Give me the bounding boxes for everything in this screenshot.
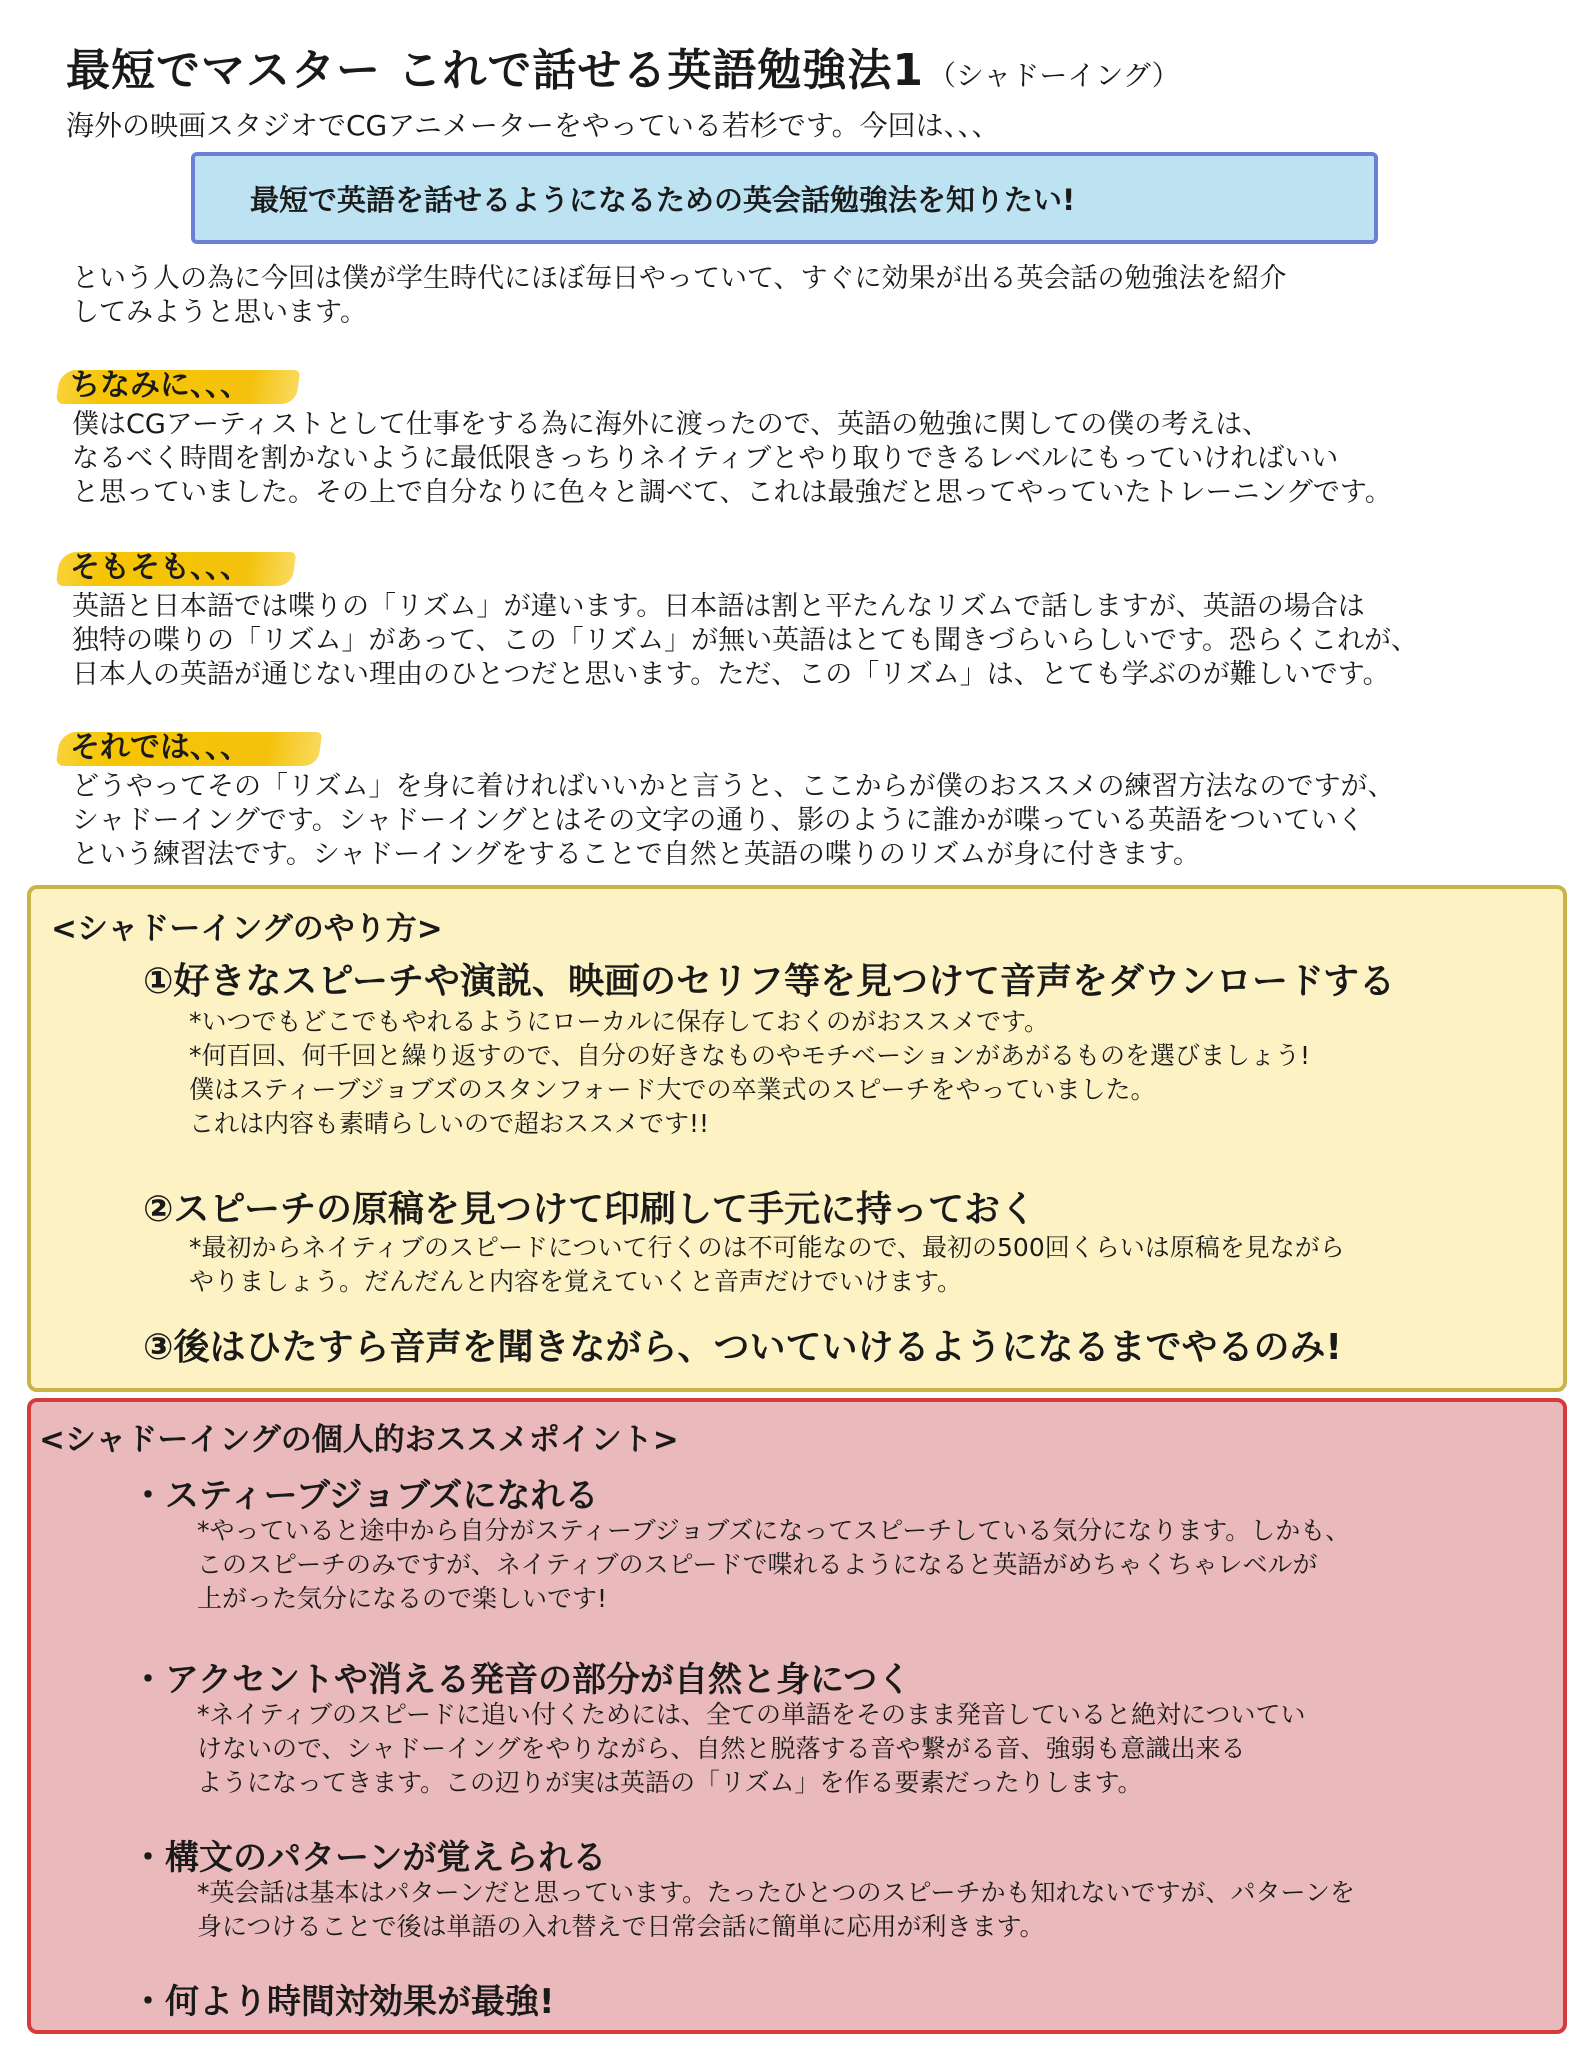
- page-title: [66, 34, 1180, 98]
- section-body-1: 僕はCGアーティストとして仕事をする為に海外に渡ったので、英語の勉強に関しての僕の考えは、 なるべく時間を割かないように最低限きっちりネイティブとやり取りできるレベルにもっていければいい と思っていました。その上で自分なりに色々と調べて、これは最強だと思ってやっていたトレーニングです。: [72, 409, 1392, 508]
- point-item-2-note: *ネイティブのスピードに追い付くためには、全ての単語をそのまま発音していると絶対についてい けないので、シャドーイングをやりながら、自然と脱落する音や繋がる音、強弱も意識出来る ようになってきます。この辺りが実は英語の「リズム」を作る要素だったりします。: [197, 1700, 1306, 1797]
- intro-text: 海外の映画スタジオでCGアニメーターをやっている若杉です。今回は、、、: [66, 109, 1000, 142]
- section-heading-text: それでは、、、: [70, 730, 250, 765]
- howto-step-2-note: *最初からネイティブのスピードについて行くのは不可能なので、最初の500回くらいは原稿を見ながら やりましょう。だんだんと内容を覚えていくと音声だけでいけます。: [189, 1233, 1345, 1296]
- points-box: [27, 1398, 1567, 2034]
- callout-box: [191, 152, 1378, 244]
- point-item-1: ・スティーブジョブズになれる: [131, 1476, 599, 1516]
- point-item-2: ・アクセントや消える発音の部分が自然と身につく: [131, 1660, 912, 1700]
- lead-paragraph: という人の為に今回は僕が学生時代にほぼ毎日やっていて、すぐに効果が出る英会話の勉強法を紹介 してみようと思います。: [72, 263, 1287, 328]
- section-heading-1: [58, 364, 303, 408]
- howto-title: <シャドーイングのやり方>: [51, 911, 443, 947]
- point-item-4: ・何より時間対効果が最強!: [131, 1982, 555, 2022]
- section-body-2: 英語と日本語では喋りの「リズム」が違います。日本語は割と平たんなリズムで話しますが、英語の場合は 独特の喋りの「リズム」があって、この「リズム」が無い英語はとても聞きづらいらしいです。恐らくこれが、 日本人の英語が通じない理由のひとつだと思います。ただ、この「リズム」は、とても学ぶのが難しいです。: [72, 591, 1418, 690]
- howto-step-2: ②スピーチの原稿を見つけて印刷して手元に持っておく: [143, 1189, 1037, 1230]
- section-body-3: どうやってその「リズム」を身に着ければいいかと言うと、ここからが僕のおススメの練習方法なのですが、 シャドーイングです。シャドーイングとはその文字の通り、影のように誰かが喋っている英語をついていく という練習法です。シャドーイングをすることで自然と英語の喋りのリズムが身に付きます。: [72, 771, 1395, 870]
- howto-step-1: ①好きなスピーチや演説、映画のセリフ等を見つけて音声をダウンロードする: [143, 961, 1395, 1002]
- callout-text: 最短で英語を話せるようになるための英会話勉強法を知りたい!: [250, 182, 1076, 217]
- howto-step-1-note: *いつでもどこでもやれるようにローカルに保存しておくのがおススメです。 *何百回、何千回と繰り返すので、自分の好きなものやモチベーションがあがるものを選びましょう! 僕はスティーブジョブズのスタンフォード大での卒業式のスピーチをやっていました。 これは内容も素晴らしいので超おススメです!!: [189, 1007, 1311, 1138]
- point-item-3-note: *英会話は基本はパターンだと思っています。たったひとつのスピーチかも知れないですが、パターンを 身につけることで後は単語の入れ替えで日常会話に簡単に応用が利きます。: [197, 1878, 1356, 1941]
- title-subtitle: （シャドーイング）: [927, 59, 1180, 92]
- section-heading-2: [58, 546, 303, 590]
- section-heading-3: [58, 726, 328, 770]
- title-text: 最短でマスター これで話せる英語勉強法1: [66, 45, 924, 96]
- howto-step-3: ③後はひたすら音声を聞きながら、ついていけるようになるまでやるのみ!: [143, 1327, 1342, 1368]
- point-item-1-note: *やっていると途中から自分がスティーブジョブズになってスピーチしている気分になります。しかも、 このスピーチのみですが、ネイティブのスピードで喋れるようになると英語がめちゃくちゃレベルが 上がった気分になるので楽しいです!: [197, 1516, 1351, 1613]
- points-title: <シャドーイングの個人的おススメポイント>: [39, 1422, 679, 1458]
- point-item-3: ・構文のパターンが覚えられる: [131, 1838, 607, 1878]
- section-heading-text: ちなみに、、、: [70, 368, 250, 403]
- howto-box: [27, 885, 1567, 1392]
- section-heading-text: そもそも、、、: [70, 550, 250, 585]
